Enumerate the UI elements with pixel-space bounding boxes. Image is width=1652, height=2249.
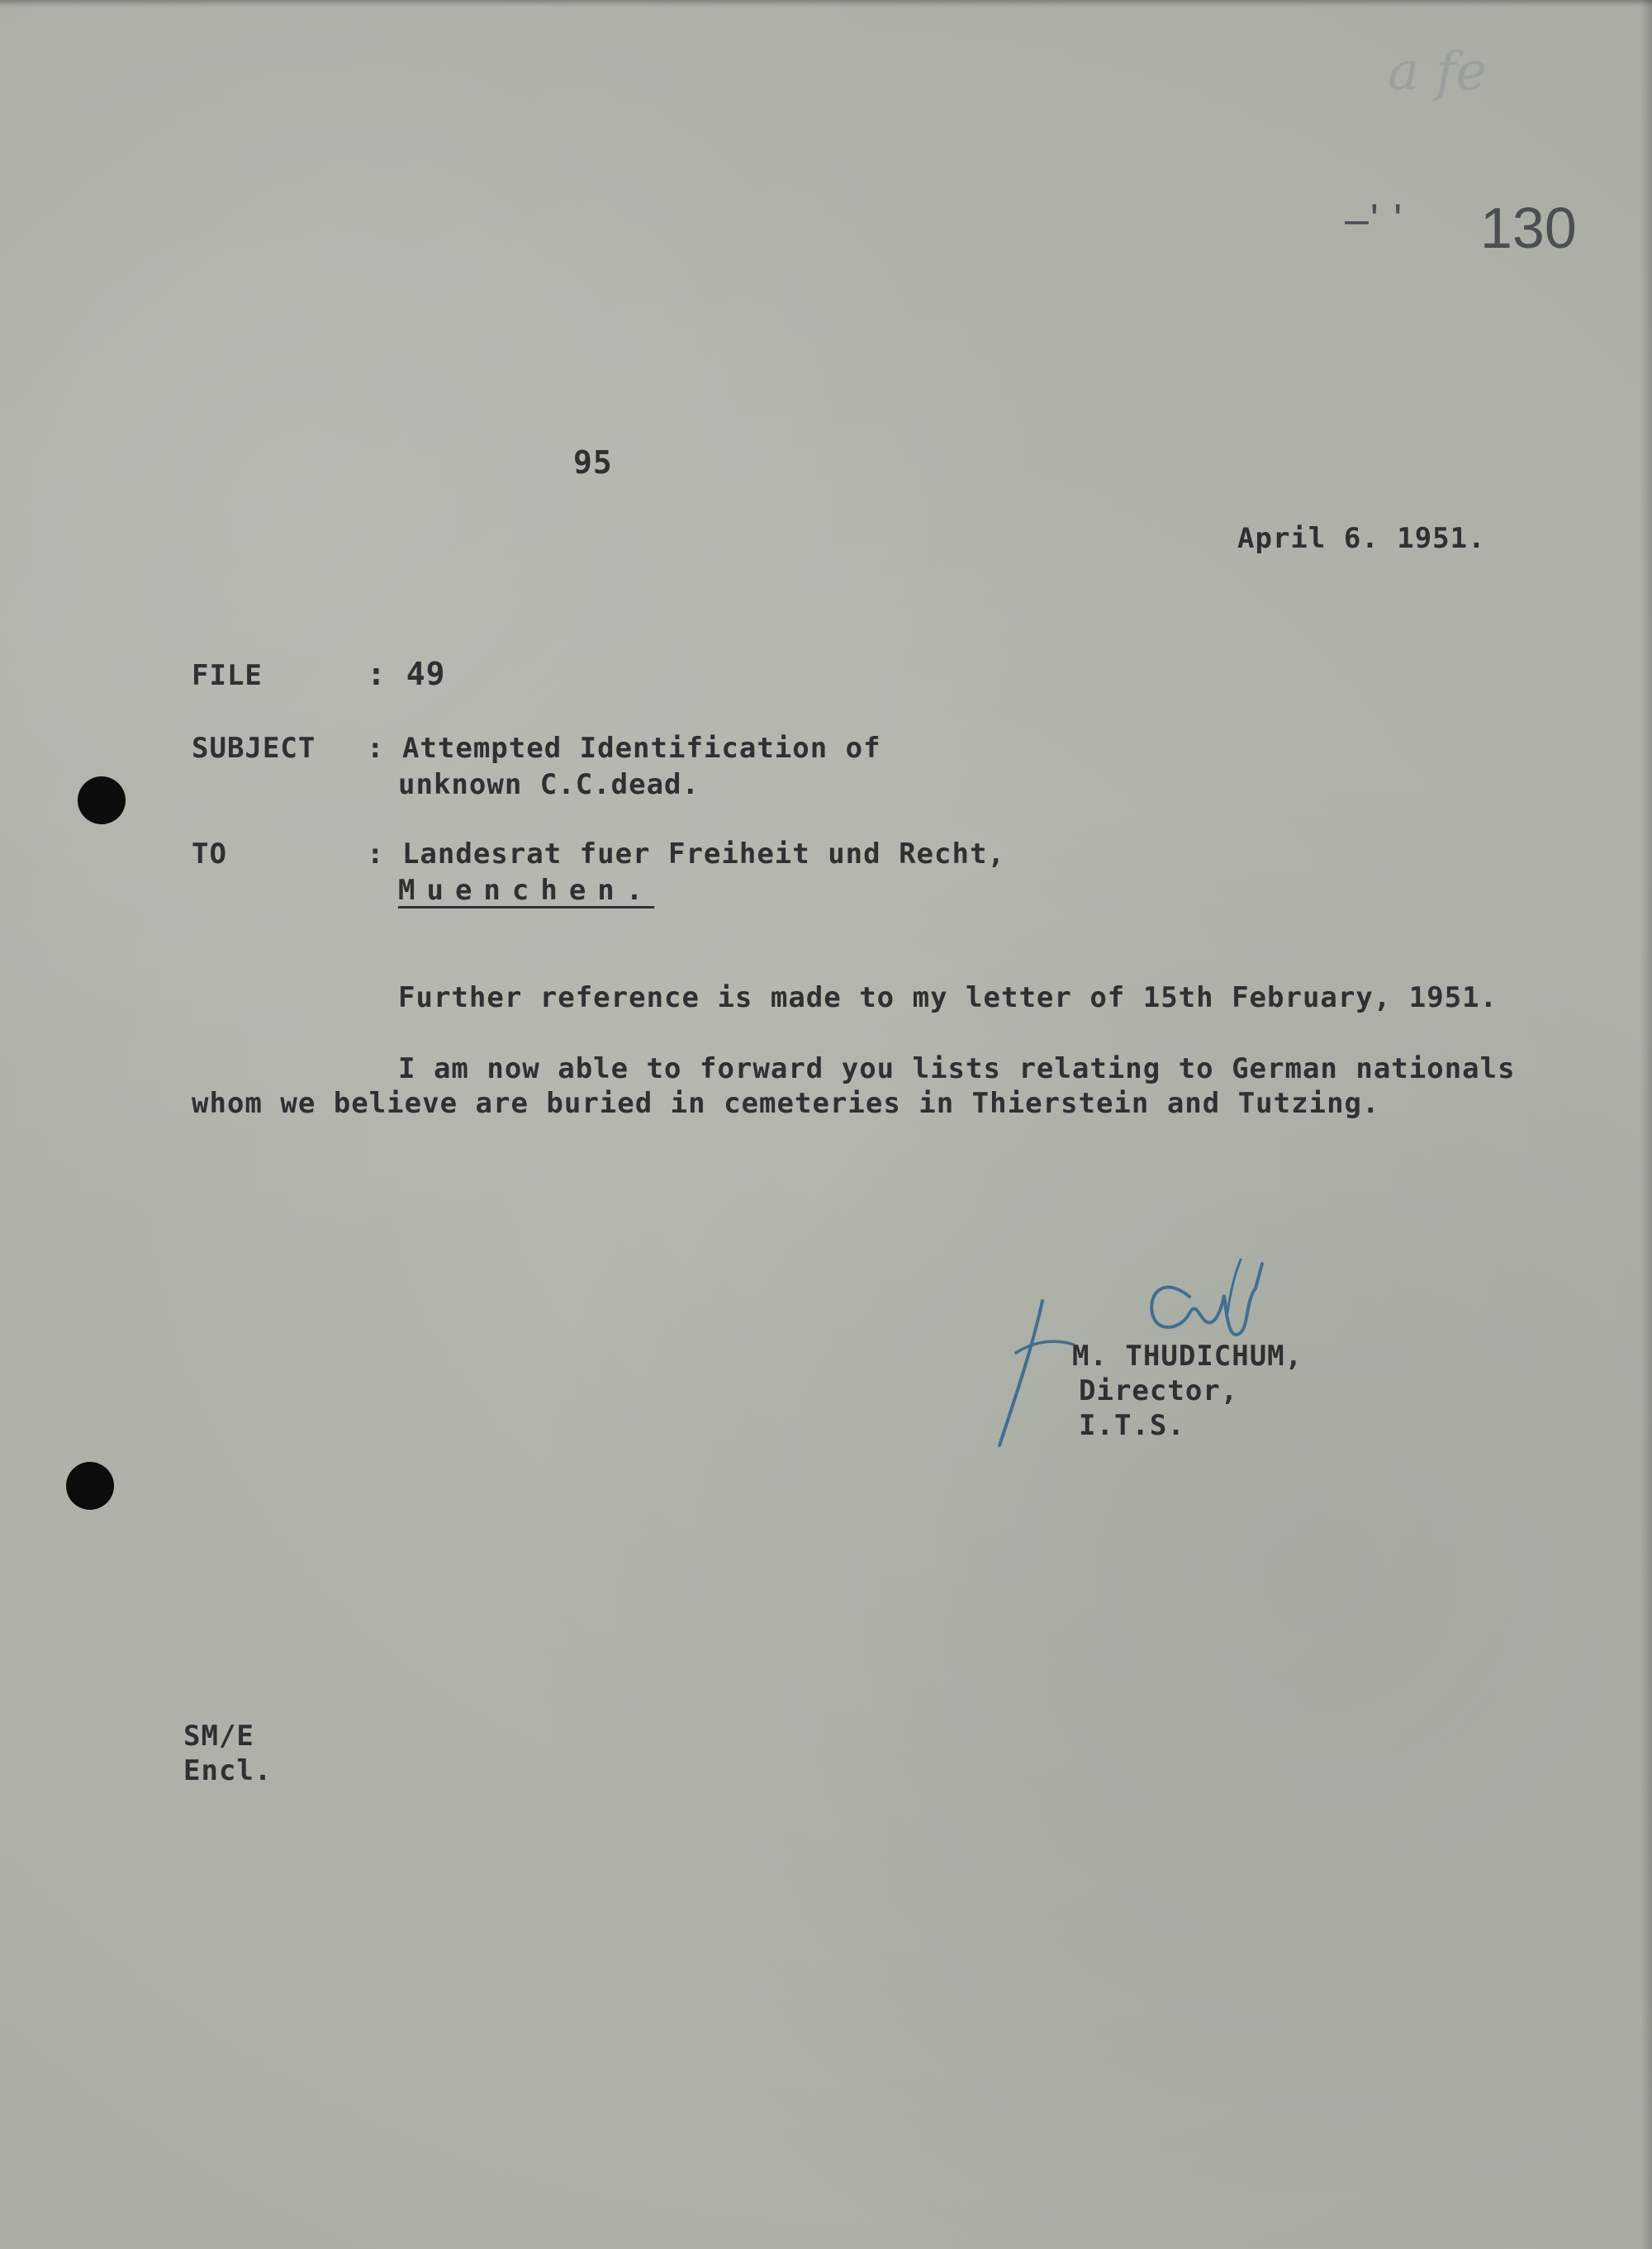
punch-hole-lower [66, 1462, 114, 1510]
stamp-prefix: –' ' [1345, 196, 1404, 244]
page-number: 130 [1480, 196, 1577, 260]
top-edge-shadow [0, 0, 1652, 7]
right-edge-shadow [1640, 0, 1652, 2249]
file-number-mark: 95 [573, 444, 613, 481]
to-line-2: Muenchen. [398, 874, 655, 907]
punch-hole-upper [78, 776, 126, 824]
reference-initials: SM/E [183, 1720, 254, 1753]
file-value: : 49 [367, 656, 446, 692]
pencil-note: a fe [1388, 41, 1488, 102]
letter-date: April 6. 1951. [1237, 522, 1486, 555]
signer-title: Director, [1079, 1374, 1239, 1407]
signer-organization: I.T.S. [1079, 1409, 1185, 1442]
subject-line-1: : Attempted Identification of [367, 732, 881, 765]
signer-name: M. THUDICHUM, [1072, 1340, 1303, 1373]
to-label: TO [192, 837, 227, 871]
paragraph-2-line-2: whom we believe are buried in cemeteries in Thierstein and Tutzing. [192, 1087, 1380, 1120]
subject-line-2: unknown C.C.dead. [398, 768, 700, 801]
paragraph-2-line-1: I am now able to forward you lists relating to German nationals [398, 1052, 1516, 1085]
to-line-1: : Landesrat fuer Freiheit und Recht, [367, 837, 1005, 871]
enclosure-note: Encl. [183, 1754, 273, 1787]
file-label: FILE [192, 659, 263, 692]
subject-label: SUBJECT [192, 732, 316, 765]
paragraph-1: Further reference is made to my letter of 15th February, 1951. [398, 981, 1498, 1014]
